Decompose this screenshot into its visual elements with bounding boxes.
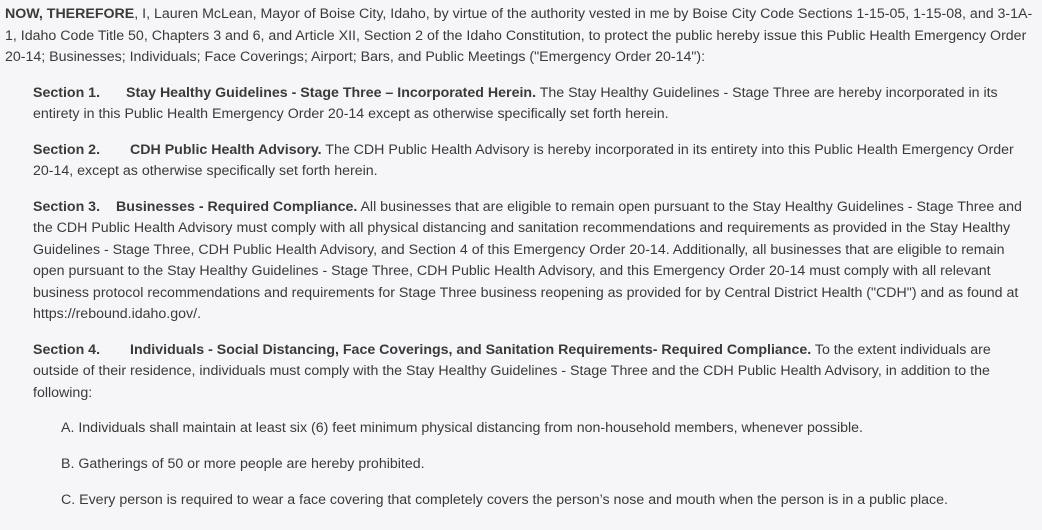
section-title: Stay Healthy Guidelines - Stage Three – Incorporated Herein.: [126, 84, 537, 101]
section-title: Businesses - Required Compliance.: [116, 198, 358, 215]
section-number: Section 3.: [33, 198, 101, 215]
section-body: The CDH Public Health Advisory is hereby incorporated in its entirety into this Public Health Emergency Order 20-14, except as otherwise specifically set forth herein.: [33, 141, 1014, 179]
intro-text: , I, Lauren McLean, Mayor of Boise City, Idaho, by virtue of the authority vested in me by Boise City Code Sections 1-15-05, 1-15-08, and 3-1A-1, Idaho Code Title 50, Chapters 3 and 6, and Article XII, Section 2 of the Idaho Constitution, to protect the public hereby issue this Public Health Emergency Order 20-14; Businesses; Individuals; Face Coverings; Airport; Bars, and Public Meetings ("Emergency Order 20-14"):: [5, 6, 1033, 65]
section-1: [33, 83, 1030, 126]
section-2: [33, 140, 1030, 183]
section-3: [33, 197, 1030, 326]
section-title: CDH Public Health Advisory.: [130, 141, 322, 158]
section-body: The Stay Healthy Guidelines - Stage Three are hereby incorporated in its entirety in this Public Health Emergency Order 20-14 except as otherwise specifically set forth herein.: [33, 84, 998, 122]
section-body: To the extent individuals are outside of their residence, individuals must comply with the Stay Healthy Guidelines - Stage Three and the CDH Public Health Advisory, in addition to the following:: [33, 341, 991, 401]
section-number: Section 2.: [33, 141, 101, 158]
section-number: Section 4.: [33, 341, 101, 358]
section-number: Section 1.: [33, 84, 101, 101]
intro-lead: NOW, THEREFORE: [5, 6, 135, 22]
list-item: C. Every person is required to wear a face covering that completely covers the person’s nose and mouth when the person is in a public place.: [61, 492, 948, 509]
list-item: A. Individuals shall maintain at least six (6) feet minimum physical distancing from non-household members, whenever possible.: [61, 420, 863, 436]
requirements-list: [61, 418, 1034, 512]
section-4: [33, 340, 1030, 405]
section-title: Individuals - Social Distancing, Face Coverings, and Sanitation Requirements- Required Compliance.: [130, 341, 812, 358]
list-item: B. Gatherings of 50 or more people are hereby prohibited.: [61, 456, 425, 473]
section-body: All businesses that are eligible to remain open pursuant to the Stay Healthy Guidelines - Stage Three and the CDH Public Health Advisory must comply with all physical distancing and sanitation recommendations and requirements as provided in the Stay Healthy Guidelines - Stage Three, CDH Public Health Advisory, and Section 4 of this Emergency Order 20-14. Additionally, all businesses that are eligible to remain open pursuant to the Stay Healthy Guidelines - Stage Three, CDH Public Health Advisory, and this Emergency Order 20-14 must comply with all relevant business protocol recommendations and requirements for Stage Three business reopening as provided for by Central District Health ("CDH") and as found at https://rebound.idaho.gov/.: [33, 198, 1022, 322]
intro-paragraph: [5, 4, 1034, 69]
